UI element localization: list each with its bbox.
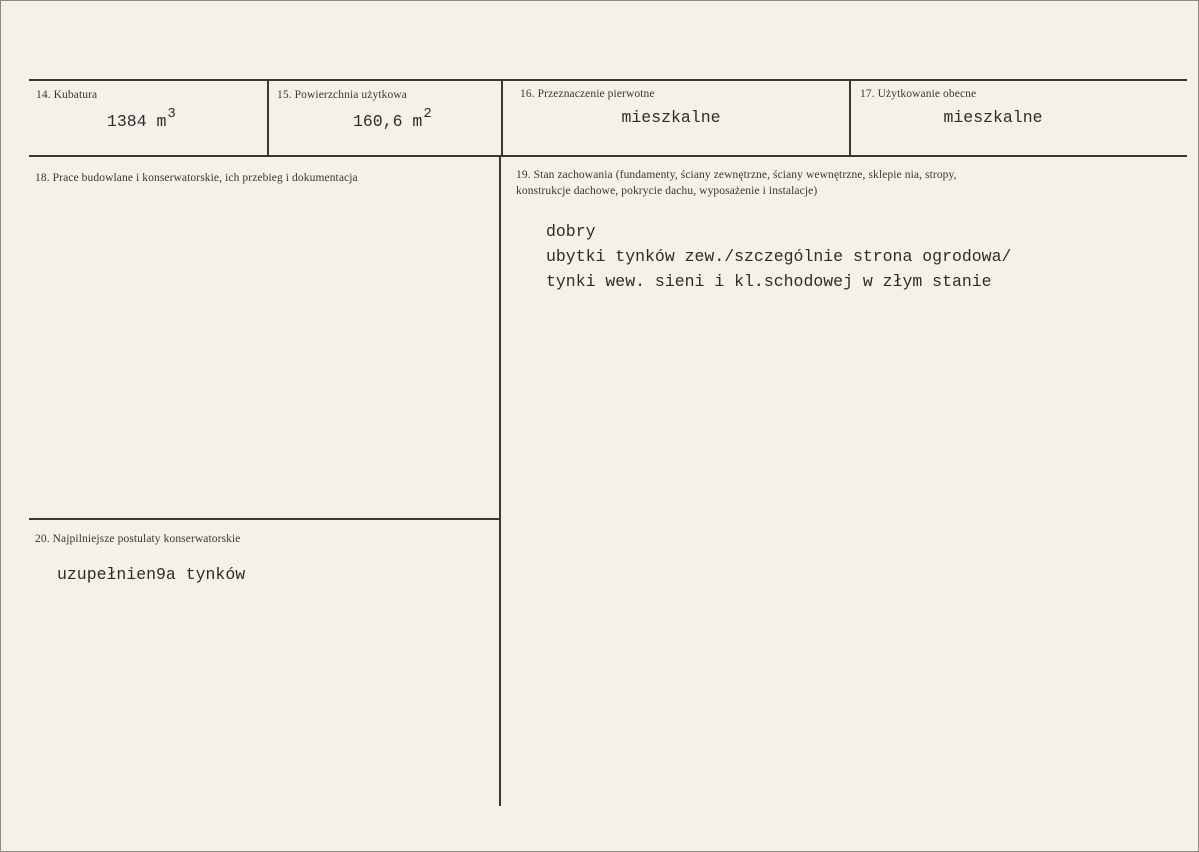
field-16-label: 16. Przeznaczenie pierwotne (520, 88, 655, 100)
main-vertical-divider (499, 156, 501, 806)
field-15-label: 15. Powierzchnia użytkowa (277, 89, 407, 101)
field-17-value: mieszkalne (943, 108, 1043, 127)
field-14-exponent: 3 (167, 106, 176, 122)
field-16-value: mieszkalne (621, 108, 721, 127)
field-19-label-line1: 19. Stan zachowania (fundamenty, ściany zewnętrzne, ściany wewnętrzne, sklepie nia, stropy, (516, 169, 957, 181)
col-divider-16-17 (849, 80, 851, 156)
field-19-line-3: tynki wew. sieni i kl.schodowej w złym stanie (546, 272, 992, 291)
field-14-label: 14. Kubatura (36, 89, 98, 101)
field-19-line-2: ubytki tynków zew./szczególnie strona ogrodowa/ (546, 247, 1012, 266)
field-17-label: 17. Użytkowanie obecne (860, 88, 977, 100)
field-15-number: 160,6 m (353, 112, 423, 131)
field-15-value (353, 106, 432, 136)
field-20-value: uzupełnien9a tynków (57, 565, 246, 584)
field-14-value (107, 106, 176, 136)
field-18-label: 18. Prace budowlane i konserwatorskie, ich przebieg i dokumentacja (35, 172, 358, 184)
field-20-label: 20. Najpilniejsze postulaty konserwatorskie (35, 533, 241, 545)
row-divider-rule (29, 155, 1187, 157)
left-column-divider-rule (29, 518, 499, 520)
field-19-label-line2: konstrukcje dachowe, pokrycie dachu, wyposażenie i instalacje) (516, 185, 818, 197)
top-rule (29, 79, 1187, 81)
field-15-exponent: 2 (423, 106, 432, 122)
field-14-number: 1384 m (107, 112, 167, 131)
field-19-line-1: dobry (546, 222, 596, 241)
col-divider-15-16 (501, 80, 503, 156)
col-divider-14-15 (267, 80, 269, 156)
